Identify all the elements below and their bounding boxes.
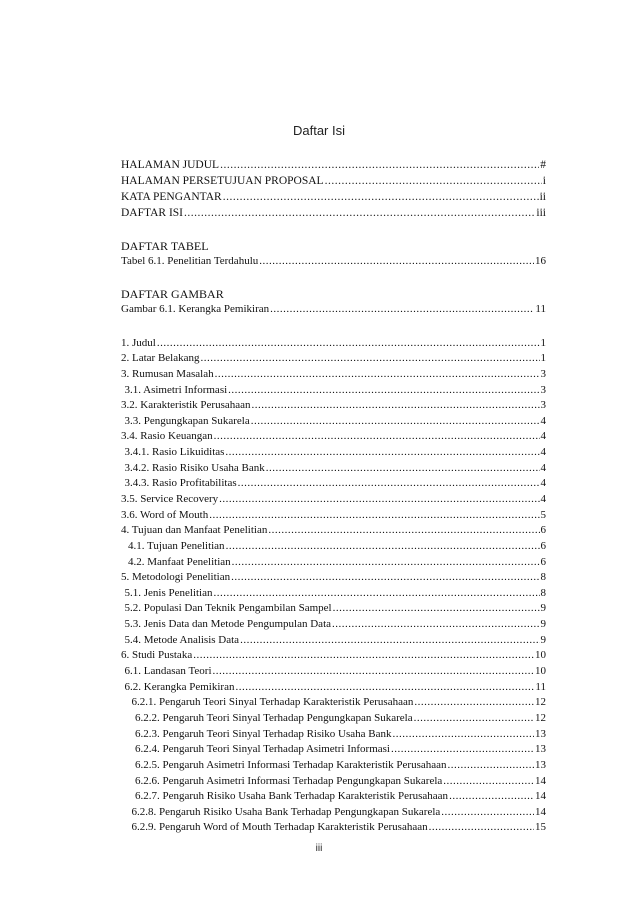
toc-entry-page: 3 (540, 383, 546, 396)
dot-leader (231, 570, 539, 586)
toc-entry[interactable] (121, 539, 546, 555)
toc-entry-page: iii (536, 207, 546, 219)
toc-entry-label: 6. Studi Pustaka (121, 649, 193, 662)
toc-entry-label: 6.1. Landasan Teori (124, 665, 212, 678)
dot-leader (215, 367, 540, 383)
toc-entry-page: 11 (535, 302, 546, 315)
toc-entry-label: 5. Metodologi Penelitian (121, 571, 231, 584)
dot-leader (333, 601, 540, 617)
dot-leader (184, 205, 535, 221)
toc-entry-page: 11 (535, 680, 546, 693)
dot-leader (252, 398, 540, 414)
dot-leader (213, 664, 534, 680)
toc-entry-page: 1 (540, 336, 546, 349)
toc-entry[interactable] (121, 189, 546, 205)
toc-entry[interactable] (121, 680, 546, 696)
front-matter-list (121, 157, 546, 221)
toc-entry-label: 3.4.3. Rasio Profitabilitas (124, 477, 237, 490)
dot-leader (332, 617, 539, 633)
page-number: iii (315, 843, 323, 854)
page-title: Daftar Isi (292, 123, 345, 138)
tables-heading: DAFTAR TABEL (121, 239, 209, 253)
toc-entry-page: 8 (540, 571, 546, 584)
toc-entry[interactable] (121, 414, 546, 430)
toc-entry-label: 3.2. Karakteristik Perusahaan (121, 399, 251, 412)
toc-entry[interactable] (121, 302, 546, 318)
toc-entry[interactable] (121, 664, 546, 680)
toc-entry-page: 4 (540, 446, 546, 459)
dot-leader (228, 383, 539, 399)
toc-entry-label: 4. Tujuan dan Manfaat Penelitian (121, 524, 268, 537)
toc-entry[interactable] (121, 820, 546, 836)
toc-entry-label: 6.2.1. Pengaruh Teori Sinyal Terhadap Karakteristik Perusahaan (131, 696, 414, 709)
dot-leader (238, 476, 540, 492)
dot-leader (443, 774, 534, 790)
toc-entry-page: 5 (540, 508, 546, 521)
toc-entry[interactable] (121, 617, 546, 633)
dot-leader (240, 633, 539, 649)
toc-entry-label: 6.2.5. Pengaruh Asimetri Informasi Terhadap Karakteristik Perusahaan (135, 758, 447, 771)
toc-entry-label: 3.1. Asimetri Informasi (124, 383, 228, 396)
tables-list (121, 254, 546, 270)
toc-entry-label: 4.1. Tujuan Penelitian (128, 539, 225, 552)
table-of-contents (121, 157, 546, 836)
toc-entry[interactable] (121, 476, 546, 492)
toc-entry-page: 10 (535, 665, 546, 678)
toc-entry-label: Gambar 6.1. Kerangka Pemikiran (121, 302, 270, 315)
toc-entry-page: 4 (540, 477, 546, 490)
toc-entry-page: 6 (540, 524, 546, 537)
toc-entry[interactable] (121, 461, 546, 477)
toc-entry-page: 4 (540, 461, 546, 474)
toc-entry[interactable] (121, 254, 546, 270)
toc-entry-label: 6.2.2. Pengaruh Teori Sinyal Terhadap Pengungkapan Sukarela (135, 711, 413, 724)
toc-entry-page: 3 (540, 367, 546, 380)
dot-leader (429, 820, 534, 836)
toc-entry-page: 12 (535, 711, 546, 724)
toc-entry[interactable] (121, 727, 546, 743)
toc-entry[interactable] (121, 633, 546, 649)
toc-entry-page: 16 (535, 254, 546, 267)
toc-entry-page: # (540, 159, 546, 171)
toc-entry-page: 13 (535, 758, 546, 771)
dot-leader (266, 461, 540, 477)
toc-entry[interactable] (121, 805, 546, 821)
dot-leader (449, 789, 534, 805)
toc-entry[interactable] (121, 774, 546, 790)
dot-leader (209, 508, 539, 524)
toc-entry[interactable] (121, 445, 546, 461)
dot-leader (259, 254, 534, 270)
toc-entry-page: 12 (535, 696, 546, 709)
toc-entry[interactable] (121, 336, 546, 352)
toc-entry-label: 5.1. Jenis Penelitian (124, 586, 213, 599)
dot-leader (226, 539, 540, 555)
dot-leader (325, 173, 542, 189)
dot-leader (219, 492, 539, 508)
toc-entry-page: 13 (535, 727, 546, 740)
toc-entry[interactable] (121, 742, 546, 758)
toc-entry-label: 6.2.4. Pengaruh Teori Sinyal Terhadap Asimetri Informasi (135, 743, 390, 756)
dot-leader (214, 429, 540, 445)
toc-entry-page: 1 (540, 352, 546, 365)
dot-leader (448, 758, 534, 774)
dot-leader (251, 414, 540, 430)
toc-entry-label: 5.4. Metode Analisis Data (124, 633, 240, 646)
toc-entry-label: Tabel 6.1. Penelitian Terdahulu (121, 254, 259, 267)
dot-leader (193, 648, 534, 664)
toc-entry[interactable] (121, 398, 546, 414)
toc-entry[interactable] (121, 758, 546, 774)
dot-leader (414, 695, 534, 711)
toc-entry-page: 4 (540, 493, 546, 505)
toc-entry-page: 4 (540, 430, 546, 443)
toc-entry[interactable] (121, 711, 546, 727)
toc-entry[interactable] (121, 695, 546, 711)
toc-entry[interactable] (121, 648, 546, 664)
toc-entry[interactable] (121, 173, 546, 189)
dot-leader (393, 727, 534, 743)
dot-leader (232, 555, 540, 571)
toc-entry-page: 14 (535, 805, 546, 818)
toc-entry[interactable] (121, 157, 546, 173)
toc-entry-page: 14 (535, 774, 546, 787)
toc-entry-page: 3 (540, 399, 546, 412)
toc-entry-page: 15 (535, 821, 546, 834)
toc-entry-label: 6.2.8. Pengaruh Risiko Usaha Bank Terhadap Pengungkapan Sukarela (131, 805, 441, 818)
toc-entry-page: 6 (540, 539, 546, 552)
dot-leader (441, 805, 534, 821)
toc-entry[interactable] (121, 586, 546, 602)
toc-entry-label: 6.2.9. Pengaruh Word of Mouth Terhadap Karakteristik Perusahaan (131, 821, 428, 834)
dot-leader (214, 586, 540, 602)
toc-entry-label: 2. Latar Belakang (121, 352, 200, 365)
toc-entry[interactable] (121, 508, 546, 524)
toc-entry-label: 3. Rumusan Masalah (121, 367, 214, 380)
toc-entry-label: 3.6. Word of Mouth (121, 508, 209, 521)
toc-entry[interactable] (121, 383, 546, 399)
toc-entry-page: 10 (535, 649, 546, 662)
dot-leader (157, 336, 540, 352)
toc-entry-label: HALAMAN PERSETUJUAN PROPOSAL (121, 175, 324, 187)
dot-leader (268, 523, 539, 539)
dot-leader (414, 711, 534, 727)
toc-entry[interactable] (121, 523, 546, 539)
toc-entry-label: 1. Judul (121, 336, 156, 349)
toc-entry[interactable] (121, 789, 546, 805)
toc-entry-page: 13 (535, 743, 546, 756)
toc-entry-label: 3.5. Service Recovery (121, 493, 219, 505)
toc-entry-label: 4.2. Manfaat Penelitian (128, 555, 231, 568)
toc-entry[interactable] (121, 205, 546, 221)
figures-heading: DAFTAR GAMBAR (121, 287, 224, 302)
toc-entry-page: 6 (540, 555, 546, 568)
toc-entry-label: 3.3. Pengungkapan Sukarela (124, 414, 250, 427)
toc-entry[interactable] (121, 555, 546, 571)
toc-entry[interactable] (121, 367, 546, 383)
toc-entry-page: 14 (535, 790, 546, 803)
toc-entry-page: 9 (540, 633, 546, 646)
figures-list (121, 302, 546, 318)
contents-list (121, 336, 546, 837)
toc-entry-label: 6.2.3. Pengaruh Teori Sinyal Terhadap Risiko Usaha Bank (135, 727, 392, 740)
toc-entry-label: HALAMAN JUDUL (121, 159, 220, 171)
toc-entry-label: DAFTAR ISI (121, 207, 184, 219)
toc-entry-label: 5.3. Jenis Data dan Metode Pengumpulan Data (124, 618, 332, 631)
toc-entry-label: 6.2.7. Pengaruh Risiko Usaha Bank Terhadap Karakteristik Perusahaan (135, 790, 449, 803)
toc-entry[interactable] (121, 570, 546, 586)
toc-entry-page: ii (539, 191, 546, 203)
dot-leader (225, 445, 539, 461)
toc-entry-label: 3.4.2. Rasio Risiko Usaha Bank (124, 461, 265, 474)
toc-entry-label: KATA PENGANTAR (121, 191, 222, 203)
toc-entry-page: 9 (540, 618, 546, 631)
toc-entry-label: 5.2. Populasi Dan Teknik Pengambilan Sampel (124, 602, 332, 615)
toc-entry[interactable] (121, 429, 546, 445)
toc-entry[interactable] (121, 492, 546, 508)
toc-entry-label: 6.2.6. Pengaruh Asimetri Informasi Terhadap Pengungkapan Sukarela (135, 774, 443, 787)
dot-leader (220, 157, 539, 173)
toc-entry-label: 3.4. Rasio Keuangan (121, 430, 213, 443)
toc-entry[interactable] (121, 351, 546, 367)
dot-leader (235, 680, 534, 696)
toc-entry-page: 4 (540, 414, 546, 427)
dot-leader (391, 742, 534, 758)
toc-entry-label: 3.4.1. Rasio Likuiditas (124, 446, 225, 459)
toc-entry-page: 8 (540, 586, 546, 599)
toc-entry-page: 9 (540, 602, 546, 615)
dot-leader (270, 302, 534, 318)
toc-entry[interactable] (121, 601, 546, 617)
dot-leader (201, 351, 540, 367)
toc-entry-label: 6.2. Kerangka Pemikiran (124, 680, 235, 693)
dot-leader (223, 189, 539, 205)
toc-entry-page: i (542, 175, 546, 187)
